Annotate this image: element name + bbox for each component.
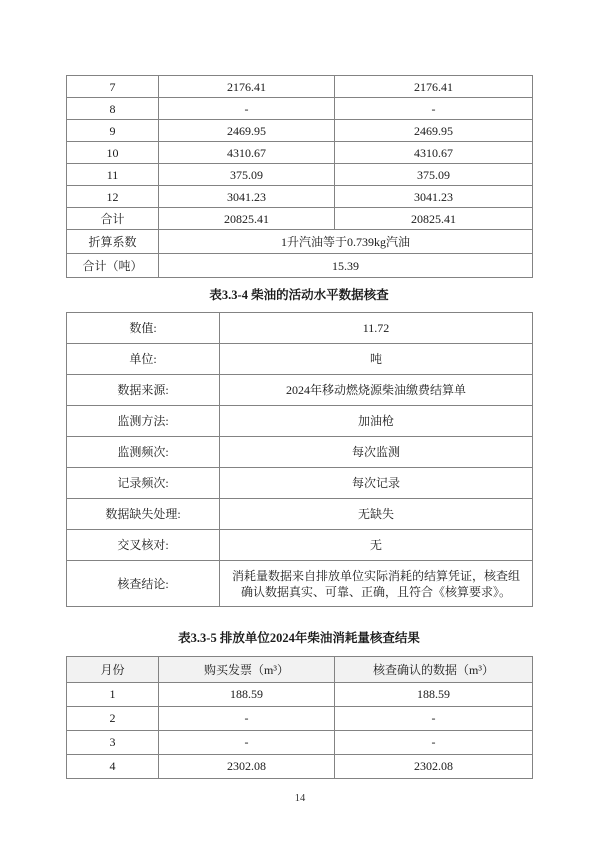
total-label-cell: 合计 <box>67 208 159 230</box>
value-cell: 2302.08 <box>335 755 533 779</box>
month-cell: 11 <box>67 164 159 186</box>
field-value-cell: 加油枪 <box>220 406 533 437</box>
month-cell: 8 <box>67 98 159 120</box>
field-label-cell: 交叉核对: <box>67 530 220 561</box>
table-row <box>67 406 533 437</box>
field-label-cell: 记录频次: <box>67 468 220 499</box>
verified-column-header: 核查确认的数据（m³） <box>335 657 533 683</box>
value-cell: 20825.41 <box>335 208 533 230</box>
header-row <box>67 657 533 683</box>
row-label-cell: 折算系数 <box>67 230 159 254</box>
value-cell: 4310.67 <box>159 142 335 164</box>
table-335-caption: 表3.3-5 排放单位2024年柴油消耗量核查结果 <box>178 631 420 645</box>
month-cell: 1 <box>67 683 159 707</box>
field-label-cell: 数据来源: <box>67 375 220 406</box>
field-value-cell: 吨 <box>220 344 533 375</box>
table-row <box>67 142 533 164</box>
table-row <box>67 120 533 142</box>
value-cell: 2176.41 <box>159 76 335 98</box>
table-row <box>67 731 533 755</box>
field-label-cell: 监测方法: <box>67 406 220 437</box>
month-cell: 10 <box>67 142 159 164</box>
value-cell: - <box>335 707 533 731</box>
value-cell: 375.09 <box>335 164 533 186</box>
field-label-cell: 单位: <box>67 344 220 375</box>
field-value-cell: 无 <box>220 530 533 561</box>
table-row <box>67 164 533 186</box>
value-cell: 2302.08 <box>159 755 335 779</box>
month-column-header: 月份 <box>67 657 159 683</box>
month-cell: 9 <box>67 120 159 142</box>
value-cell: 188.59 <box>335 683 533 707</box>
table-row <box>67 755 533 779</box>
field-value-cell: 2024年移动燃烧源柴油缴费结算单 <box>220 375 533 406</box>
value-cell: 2469.95 <box>335 120 533 142</box>
table-row <box>67 437 533 468</box>
table-row <box>67 499 533 530</box>
conclusion-row <box>67 561 533 607</box>
field-label-cell: 数据缺失处理: <box>67 499 220 530</box>
value-cell: 2469.95 <box>159 120 335 142</box>
table-row <box>67 344 533 375</box>
table-row <box>67 186 533 208</box>
table-row <box>67 98 533 120</box>
value-cell: 2176.41 <box>335 76 533 98</box>
value-cell: - <box>159 707 335 731</box>
value-cell: 188.59 <box>159 683 335 707</box>
month-cell: 7 <box>67 76 159 98</box>
field-value-cell: 11.72 <box>220 313 533 344</box>
invoice-column-header: 购买发票（m³） <box>159 657 335 683</box>
total-row <box>67 208 533 230</box>
month-cell: 4 <box>67 755 159 779</box>
field-value-cell: 每次记录 <box>220 468 533 499</box>
total-tons-value: 15.39 <box>159 254 533 278</box>
table-row <box>67 683 533 707</box>
conclusion-text: 消耗量数据来自排放单位实际消耗的结算凭证，核查组确认数据真实、可靠、正确，且符合《核算要求》。 <box>220 561 533 607</box>
field-label-cell: 监测频次: <box>67 437 220 468</box>
value-cell: 3041.23 <box>335 186 533 208</box>
page-number: 14 <box>294 793 306 804</box>
table-335-consumption <box>66 656 533 779</box>
value-cell: 4310.67 <box>335 142 533 164</box>
value-cell: - <box>159 731 335 755</box>
table-row <box>67 313 533 344</box>
table-334-activity-data <box>66 75 533 278</box>
month-cell: 2 <box>67 707 159 731</box>
field-value-cell: 每次监测 <box>220 437 533 468</box>
table-row <box>67 468 533 499</box>
field-label-cell: 数值: <box>67 313 220 344</box>
total-tons-row <box>67 254 533 278</box>
field-value-cell: 无缺失 <box>220 499 533 530</box>
row-label-cell: 合计（吨） <box>67 254 159 278</box>
value-cell: - <box>159 98 335 120</box>
value-cell: - <box>335 98 533 120</box>
value-cell: 375.09 <box>159 164 335 186</box>
table-row <box>67 375 533 406</box>
table-row <box>67 707 533 731</box>
conversion-factor-row <box>67 230 533 254</box>
month-cell: 12 <box>67 186 159 208</box>
value-cell: 3041.23 <box>159 186 335 208</box>
table-334-verification-details <box>66 312 533 607</box>
value-cell: 20825.41 <box>159 208 335 230</box>
table-row <box>67 530 533 561</box>
month-cell: 3 <box>67 731 159 755</box>
field-label-cell: 核查结论: <box>67 561 220 607</box>
table-334-caption: 表3.3-4 柴油的活动水平数据核查 <box>209 288 389 302</box>
table-row <box>67 76 533 98</box>
conversion-factor-value: 1升汽油等于0.739kg汽油 <box>159 230 533 254</box>
value-cell: - <box>335 731 533 755</box>
